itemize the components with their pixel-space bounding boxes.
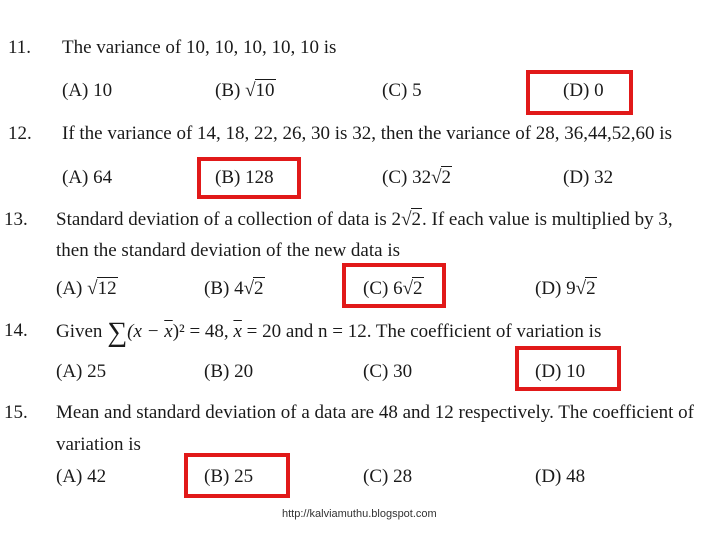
math-expression: (x − [127,321,165,342]
question-11-option-b [215,80,276,102]
option-label: (C) 6 [363,278,403,299]
question-13-option-d [535,278,597,300]
square-root [245,80,275,102]
question-14-text [56,317,602,348]
radical-sign: √ [402,278,414,299]
question-12-option-d: (D) 32 [563,167,614,188]
question-text: Standard deviation of a collection of data is 2 [56,209,402,230]
radicand: 2 [413,278,423,299]
question-11-option-a: (A) 10 [62,80,113,101]
answer-highlight-12 [197,157,301,199]
x-bar: $\overline{x}$ [164,321,173,342]
answer-highlight-15 [184,453,290,498]
radicand: 2 [441,167,452,188]
question-12-number: 12. [8,123,32,144]
math-expression: )² = 48, [172,321,234,342]
answer-highlight-13 [342,263,446,308]
question-11-text: The variance of 10, 10, 10, 10, 10 is [62,37,337,58]
question-text: = 20 and n = 12. The coefficient of variation is [241,321,602,342]
radicand: 10 [255,80,275,101]
option-label: (B) 4 [204,278,244,299]
question-15-text-line1: Mean and standard deviation of a data are 48 and 12 respectively. The coefficient of [56,402,695,423]
question-15-option-c: (C) 28 [363,466,413,487]
option-label: (B) [215,80,241,101]
radicand: 2 [254,278,264,299]
question-12-option-b: (B) 128 [215,167,274,188]
question-15-number: 15. [4,402,28,423]
x-bar: $\overline{x}$ [233,321,242,342]
question-text: Given [56,321,103,342]
square-root [576,278,597,300]
radical-sign: √ [87,278,98,299]
question-13-text-line2: then the standard deviation of the new data is [56,240,401,261]
radical-sign: √ [245,80,256,101]
square-root [431,167,452,189]
radical-sign: √ [401,209,412,230]
question-14-option-b: (B) 20 [204,361,254,382]
question-11-option-c: (C) 5 [382,80,422,101]
option-label: (D) 9 [535,278,576,299]
question-14-option-d: (D) 10 [535,361,586,382]
question-13-option-b [204,278,265,300]
answer-highlight-11 [526,70,633,115]
radicand: 2 [586,278,596,299]
question-14-number: 14. [4,320,28,341]
radicand: 2 [411,209,421,230]
question-12-option-a: (A) 64 [62,167,113,188]
radical-sign: √ [575,278,587,299]
question-13-text-line1 [56,209,673,231]
question-text: . If each value is multiplied by 3, [422,209,673,230]
question-12-text: If the variance of 14, 18, 22, 26, 30 is 32, then the variance of 28, 36,44,52,60 is [62,123,672,144]
question-15-option-b: (B) 25 [204,466,254,487]
radicand: 12 [97,278,117,299]
question-15-text-line2: variation is [56,434,141,455]
question-13-option-a [56,278,118,300]
question-15-option-a: (A) 42 [56,466,107,487]
square-root [244,278,265,300]
option-label: (A) [56,278,83,299]
question-15-option-d: (D) 48 [535,466,586,487]
answer-highlight-14 [515,346,621,391]
sigma-symbol: ∑ [107,317,128,348]
question-11-number: 11. [8,37,32,58]
radical-sign: √ [243,278,255,299]
radical-sign: √ [431,167,442,188]
option-label: (C) 32 [382,167,432,188]
question-12-option-c [382,167,452,189]
question-14-option-a: (A) 25 [56,361,107,382]
question-11-option-d: (D) 0 [563,80,604,101]
square-root [401,209,422,231]
question-14-option-c: (C) 30 [363,361,413,382]
footer-url: http://kalviamuthu.blogspot.com [282,508,437,520]
square-root [87,278,117,300]
question-13-number: 13. [4,209,28,230]
